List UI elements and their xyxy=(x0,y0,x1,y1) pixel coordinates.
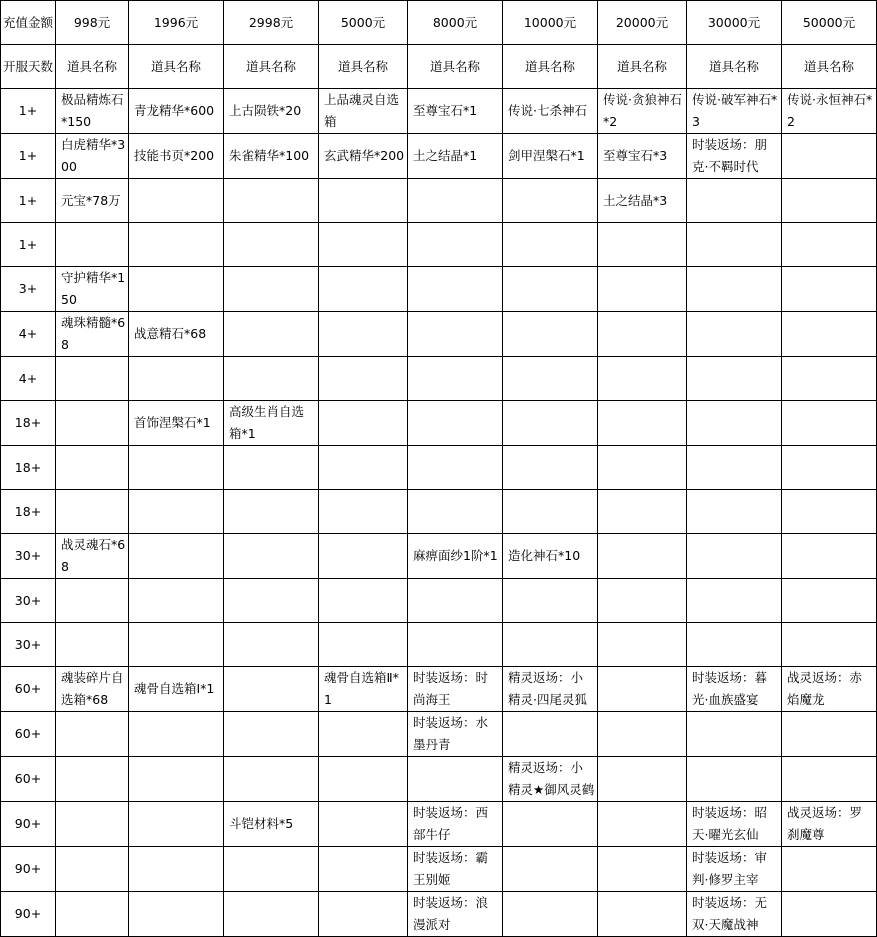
item-cell: 时装返场：暮光·血族盛宴 xyxy=(687,667,782,712)
item-cell: 时装返场：审判·修罗主宰 xyxy=(687,847,782,892)
item-cell xyxy=(408,267,503,312)
item-cell xyxy=(782,446,877,490)
table-row xyxy=(1,401,877,446)
item-cell xyxy=(408,579,503,623)
item-cell xyxy=(56,401,129,446)
table-row xyxy=(1,623,877,667)
item-cell xyxy=(782,267,877,312)
item-cell xyxy=(503,179,598,223)
item-cell xyxy=(408,401,503,446)
corner-label-cell: 充值金额 xyxy=(1,1,56,45)
item-cell: 剑甲涅槃石*1 xyxy=(503,134,598,179)
table-row xyxy=(1,223,877,267)
item-cell xyxy=(129,802,224,847)
item-cell xyxy=(408,223,503,267)
item-cell xyxy=(224,223,319,267)
day-cell: 90+ xyxy=(1,847,56,892)
item-cell: 魂装碎片自选箱*68 xyxy=(56,667,129,712)
item-cell xyxy=(408,312,503,357)
item-cell xyxy=(319,357,408,401)
item-cell xyxy=(56,847,129,892)
item-cell: 时装返场：昭天·曜光玄仙 xyxy=(687,802,782,847)
item-cell xyxy=(224,312,319,357)
item-cell xyxy=(224,357,319,401)
day-cell: 30+ xyxy=(1,623,56,667)
item-cell xyxy=(56,802,129,847)
item-cell: 战灵返场：罗刹魔尊 xyxy=(782,802,877,847)
item-cell xyxy=(224,579,319,623)
tier-header-cell: 2998元 xyxy=(224,1,319,45)
table-row xyxy=(1,490,877,534)
item-cell xyxy=(224,667,319,712)
item-cell: 精灵返场：小精灵·四尾灵狐 xyxy=(503,667,598,712)
tier-header-cell: 50000元 xyxy=(782,1,877,45)
item-cell: 战灵返场：赤焰魔龙 xyxy=(782,667,877,712)
item-cell xyxy=(56,712,129,757)
item-cell xyxy=(687,312,782,357)
item-cell: 传说·七杀神石 xyxy=(503,89,598,134)
tier-header-cell: 30000元 xyxy=(687,1,782,45)
item-cell xyxy=(56,446,129,490)
item-cell xyxy=(503,892,598,937)
table-row xyxy=(1,847,877,892)
item-cell xyxy=(408,357,503,401)
item-cell xyxy=(224,847,319,892)
item-cell: 时装返场：时尚海王 xyxy=(408,667,503,712)
item-cell xyxy=(503,712,598,757)
table-row xyxy=(1,579,877,623)
item-cell: 精灵返场：小精灵★御风灵鹤 xyxy=(503,757,598,802)
table-row xyxy=(1,802,877,847)
item-cell xyxy=(129,579,224,623)
day-cell: 1+ xyxy=(1,89,56,134)
item-cell xyxy=(503,802,598,847)
item-cell xyxy=(598,223,687,267)
item-cell xyxy=(503,267,598,312)
item-cell: 上品魂灵自选箱 xyxy=(319,89,408,134)
item-cell: 首饰涅槃石*1 xyxy=(129,401,224,446)
item-cell xyxy=(598,892,687,937)
item-cell xyxy=(782,757,877,802)
item-cell xyxy=(503,401,598,446)
item-name-header-cell: 道具名称 xyxy=(503,45,598,89)
item-cell xyxy=(129,357,224,401)
item-name-header-cell: 道具名称 xyxy=(687,45,782,89)
day-cell: 18+ xyxy=(1,401,56,446)
item-cell xyxy=(319,892,408,937)
item-cell xyxy=(782,712,877,757)
item-cell: 时装返场：浪漫派对 xyxy=(408,892,503,937)
table-row xyxy=(1,357,877,401)
item-name-header-row xyxy=(1,45,877,89)
day-cell: 1+ xyxy=(1,134,56,179)
item-cell xyxy=(598,401,687,446)
item-cell xyxy=(408,446,503,490)
item-cell xyxy=(782,847,877,892)
day-cell: 1+ xyxy=(1,179,56,223)
item-name-header-cell: 道具名称 xyxy=(224,45,319,89)
item-cell xyxy=(782,223,877,267)
item-cell xyxy=(224,712,319,757)
item-cell: 魂骨自选箱Ⅰ*1 xyxy=(129,667,224,712)
item-cell xyxy=(598,446,687,490)
item-cell xyxy=(598,847,687,892)
tier-header-cell: 10000元 xyxy=(503,1,598,45)
item-cell: 土之结晶*1 xyxy=(408,134,503,179)
item-cell xyxy=(319,579,408,623)
item-cell xyxy=(687,490,782,534)
item-cell: 上古陨铁*20 xyxy=(224,89,319,134)
item-cell xyxy=(503,446,598,490)
item-cell xyxy=(224,446,319,490)
table-row xyxy=(1,534,877,579)
item-cell xyxy=(319,179,408,223)
item-cell xyxy=(687,534,782,579)
item-cell xyxy=(598,802,687,847)
item-cell xyxy=(782,892,877,937)
day-cell: 1+ xyxy=(1,223,56,267)
item-cell xyxy=(224,623,319,667)
tier-header-cell: 5000元 xyxy=(319,1,408,45)
item-cell xyxy=(129,267,224,312)
item-cell: 至尊宝石*1 xyxy=(408,89,503,134)
item-cell xyxy=(319,223,408,267)
item-cell xyxy=(319,623,408,667)
tier-header-cell: 8000元 xyxy=(408,1,503,45)
item-cell xyxy=(687,401,782,446)
item-cell xyxy=(503,312,598,357)
item-cell xyxy=(319,490,408,534)
item-cell xyxy=(598,357,687,401)
item-cell xyxy=(687,757,782,802)
tier-header-cell: 20000元 xyxy=(598,1,687,45)
table-row xyxy=(1,757,877,802)
day-cell: 18+ xyxy=(1,490,56,534)
item-cell xyxy=(782,134,877,179)
item-cell xyxy=(598,757,687,802)
item-cell: 时装返场：水墨丹青 xyxy=(408,712,503,757)
day-cell: 4+ xyxy=(1,357,56,401)
item-cell xyxy=(408,179,503,223)
item-name-header-cell: 道具名称 xyxy=(129,45,224,89)
item-name-header-cell: 道具名称 xyxy=(319,45,408,89)
item-name-header-cell: 道具名称 xyxy=(408,45,503,89)
table-row xyxy=(1,446,877,490)
item-cell: 时装返场：无双·天魔战神 xyxy=(687,892,782,937)
item-cell xyxy=(598,267,687,312)
item-cell: 元宝*78万 xyxy=(56,179,129,223)
item-cell xyxy=(687,357,782,401)
item-cell xyxy=(503,623,598,667)
item-name-header-cell: 道具名称 xyxy=(56,45,129,89)
item-cell xyxy=(782,401,877,446)
day-cell: 60+ xyxy=(1,667,56,712)
item-cell: 白虎精华*300 xyxy=(56,134,129,179)
item-cell xyxy=(129,757,224,802)
item-cell: 时装返场：西部牛仔 xyxy=(408,802,503,847)
tier-header-row xyxy=(1,1,877,45)
day-cell: 90+ xyxy=(1,802,56,847)
table-row xyxy=(1,312,877,357)
day-cell: 90+ xyxy=(1,892,56,937)
item-cell xyxy=(598,712,687,757)
item-cell xyxy=(129,623,224,667)
item-cell xyxy=(319,401,408,446)
item-cell xyxy=(782,312,877,357)
item-cell xyxy=(503,579,598,623)
table-row xyxy=(1,267,877,312)
item-cell xyxy=(598,312,687,357)
item-cell: 传说·贪狼神石*2 xyxy=(598,89,687,134)
item-cell xyxy=(224,267,319,312)
day-label-cell: 开服天数 xyxy=(1,45,56,89)
item-cell xyxy=(598,534,687,579)
item-cell xyxy=(129,892,224,937)
item-cell xyxy=(129,712,224,757)
day-cell: 60+ xyxy=(1,712,56,757)
table-row xyxy=(1,712,877,757)
item-cell xyxy=(598,579,687,623)
item-cell: 高级生肖自选箱*1 xyxy=(224,401,319,446)
item-cell: 时装返场：朋克·不羁时代 xyxy=(687,134,782,179)
item-cell xyxy=(408,623,503,667)
item-cell xyxy=(56,892,129,937)
item-cell xyxy=(56,490,129,534)
item-cell: 土之结晶*3 xyxy=(598,179,687,223)
item-cell xyxy=(319,712,408,757)
item-cell xyxy=(782,357,877,401)
table-row xyxy=(1,892,877,937)
item-cell: 青龙精华*600 xyxy=(129,89,224,134)
item-cell xyxy=(782,623,877,667)
item-cell xyxy=(319,267,408,312)
item-cell xyxy=(224,179,319,223)
item-cell xyxy=(782,579,877,623)
item-cell: 传说·破军神石*3 xyxy=(687,89,782,134)
item-cell: 至尊宝石*3 xyxy=(598,134,687,179)
day-cell: 30+ xyxy=(1,534,56,579)
item-cell xyxy=(129,847,224,892)
item-cell xyxy=(598,490,687,534)
item-cell xyxy=(56,623,129,667)
item-cell xyxy=(129,179,224,223)
item-cell xyxy=(56,223,129,267)
item-cell xyxy=(687,579,782,623)
item-cell: 极品精炼石*150 xyxy=(56,89,129,134)
table-row xyxy=(1,134,877,179)
day-cell: 30+ xyxy=(1,579,56,623)
item-cell xyxy=(319,534,408,579)
table-row xyxy=(1,89,877,134)
item-cell xyxy=(503,490,598,534)
item-cell xyxy=(408,757,503,802)
item-cell: 魂珠精髓*68 xyxy=(56,312,129,357)
item-cell xyxy=(224,490,319,534)
item-cell xyxy=(319,446,408,490)
item-cell xyxy=(129,490,224,534)
item-cell xyxy=(687,223,782,267)
item-cell xyxy=(598,667,687,712)
item-cell xyxy=(782,179,877,223)
table-row xyxy=(1,667,877,712)
item-cell xyxy=(56,357,129,401)
day-cell: 4+ xyxy=(1,312,56,357)
item-cell xyxy=(319,757,408,802)
item-cell xyxy=(224,892,319,937)
item-cell: 玄武精华*200 xyxy=(319,134,408,179)
item-cell xyxy=(224,757,319,802)
item-cell: 造化神石*10 xyxy=(503,534,598,579)
item-cell xyxy=(224,534,319,579)
table-row xyxy=(1,179,877,223)
item-cell xyxy=(56,579,129,623)
item-cell: 麻痹面纱1阶*1 xyxy=(408,534,503,579)
item-cell xyxy=(687,267,782,312)
item-cell xyxy=(503,357,598,401)
item-cell xyxy=(319,312,408,357)
item-cell xyxy=(408,490,503,534)
item-cell xyxy=(503,847,598,892)
item-cell: 守护精华*150 xyxy=(56,267,129,312)
day-cell: 60+ xyxy=(1,757,56,802)
item-cell: 技能书页*200 xyxy=(129,134,224,179)
item-cell xyxy=(129,534,224,579)
item-cell xyxy=(782,490,877,534)
item-cell xyxy=(598,623,687,667)
item-cell xyxy=(129,446,224,490)
day-cell: 18+ xyxy=(1,446,56,490)
item-cell: 斗铠材料*5 xyxy=(224,802,319,847)
item-cell xyxy=(503,223,598,267)
item-cell xyxy=(319,847,408,892)
item-cell xyxy=(687,623,782,667)
item-cell xyxy=(782,534,877,579)
tier-header-cell: 1996元 xyxy=(129,1,224,45)
item-name-header-cell: 道具名称 xyxy=(782,45,877,89)
item-name-header-cell: 道具名称 xyxy=(598,45,687,89)
tier-header-cell: 998元 xyxy=(56,1,129,45)
item-cell xyxy=(687,446,782,490)
item-cell: 战意精石*68 xyxy=(129,312,224,357)
item-cell: 传说·永恒神石*2 xyxy=(782,89,877,134)
item-cell: 战灵魂石*68 xyxy=(56,534,129,579)
day-cell: 3+ xyxy=(1,267,56,312)
item-cell xyxy=(129,223,224,267)
item-cell xyxy=(319,802,408,847)
item-cell xyxy=(56,757,129,802)
item-cell xyxy=(687,712,782,757)
item-cell: 魂骨自选箱Ⅱ*1 xyxy=(319,667,408,712)
item-cell xyxy=(687,179,782,223)
item-cell: 朱雀精华*100 xyxy=(224,134,319,179)
item-cell: 时装返场：霸王别姬 xyxy=(408,847,503,892)
